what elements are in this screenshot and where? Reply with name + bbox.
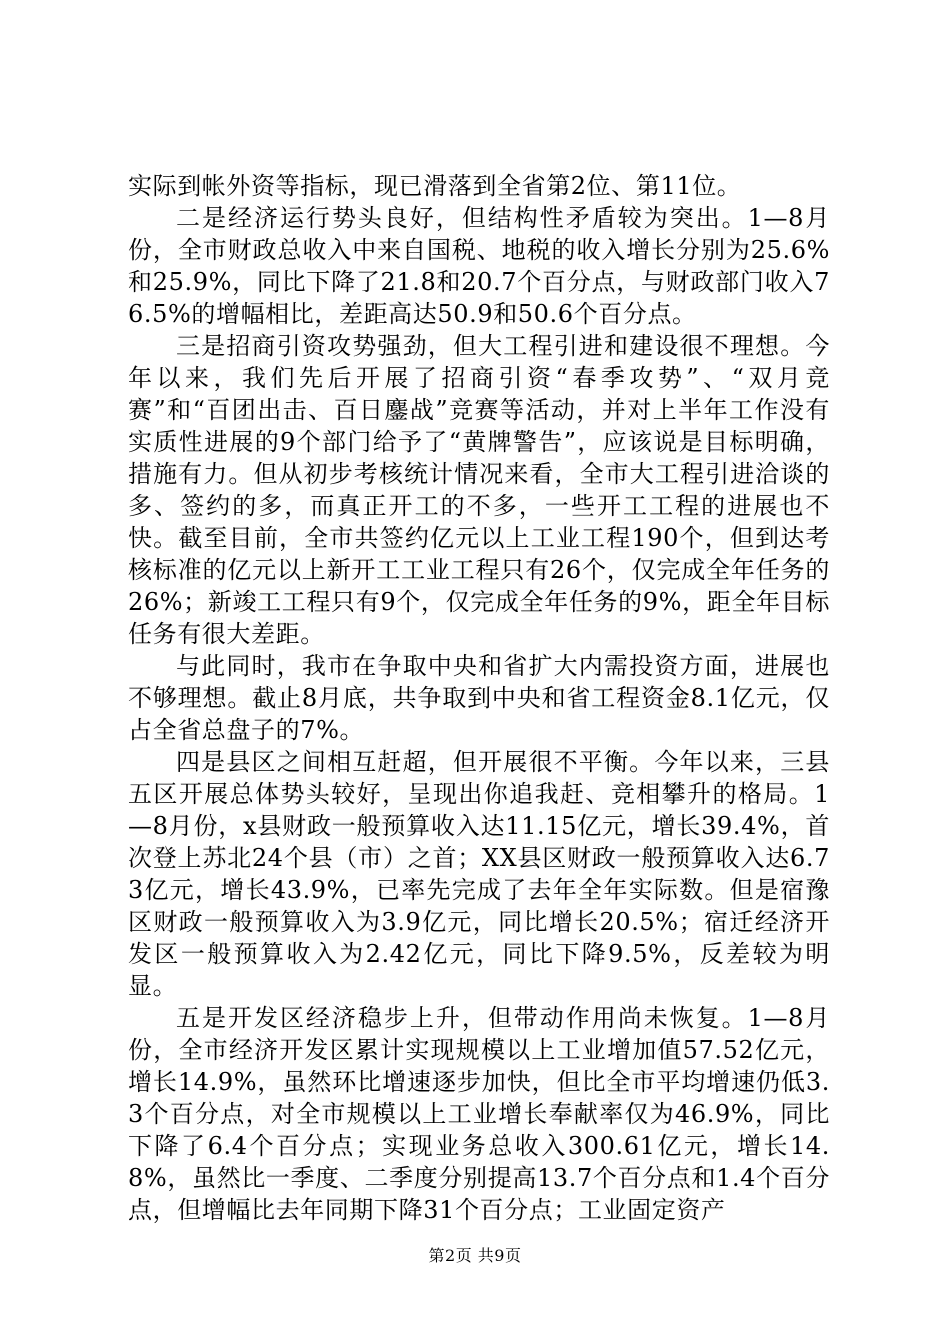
paragraph-point-five: 五是开发区经济稳步上升，但带动作用尚未恢复。1—8月份，全市经济开发区累计实现规模以上工业增加值57.52亿元，增长14.9%，虽然环比增速逐步加快，但比全市平均增速仍低3.3个百分点，对全市规模以上工业增长奉献率仅为46.9%，同比下降了6.4个百分点；实现业务总收入300.61亿元，增长14.8%，虽然比一季度、二季度分别提高13.7个百分点和1.4个百分点，但增幅比去年同期下降31个百分点；工业固定资产 xyxy=(128,1004,830,1224)
paragraph-point-four: 四是县区之间相互赶超，但开展很不平衡。今年以来，三县五区开展总体势头较好，呈现出你追我赶、竞相攀升的格局。1—8月份，x县财政一般预算收入达11.15亿元，增长39.4%，首次登上苏北24个县（市）之首；XX县区财政一般预算收入达6.73亿元，增长43.9%，已率先完成了去年全年实际数。但是宿豫区财政一般预算收入为3.9亿元，同比增长20.5%；宿迁经济开发区一般预算收入为2.42亿元，同比下降9.5%，反差较为明显。 xyxy=(128,748,830,1000)
paragraph-point-three: 三是招商引资攻势强劲，但大工程引进和建设很不理想。今年以来，我们先后开展了招商引资“春季攻势”、“双月竞赛”和“百团出击、百日鏖战”竞赛等活动，并对上半年工作没有实质性进展的9个部门给予了“黄牌警告”，应该说是目标明确，措施有力。但从初步考核统计情况来看，全市大工程引进洽谈的多、签约的多，而真正开工的不多，一些开工工程的进展也不快。截至目前，全市共签约亿元以上工业工程190个，但到达考核标准的亿元以上新开工工业工程只有26个，仅完成全年任务的26%；新竣工工程只有9个，仅完成全年任务的9%，距全年目标任务有很大差距。 xyxy=(128,332,830,648)
page-number-footer: 第2页 共9页 xyxy=(428,1246,522,1265)
body-text xyxy=(128,170,830,1226)
paragraph-point-two: 二是经济运行势头良好，但结构性矛盾较为突出。1—8月份，全市财政总收入中来自国税、地税的收入增长分别为25.6%和25.9%，同比下降了21.8和20.7个百分点，与财政部门收入76.5%的增幅相比，差距高达50.9和50.6个百分点。 xyxy=(128,204,830,328)
paragraph-domestic-demand: 与此同时，我市在争取中央和省扩大内需投资方面，进展也不够理想。截止8月底，共争取到中央和省工程资金8.1亿元，仅占全省总盘子的7%。 xyxy=(128,652,830,744)
paragraph-continuation: 实际到帐外资等指标，现已滑落到全省第2位、第11位。 xyxy=(128,172,742,200)
